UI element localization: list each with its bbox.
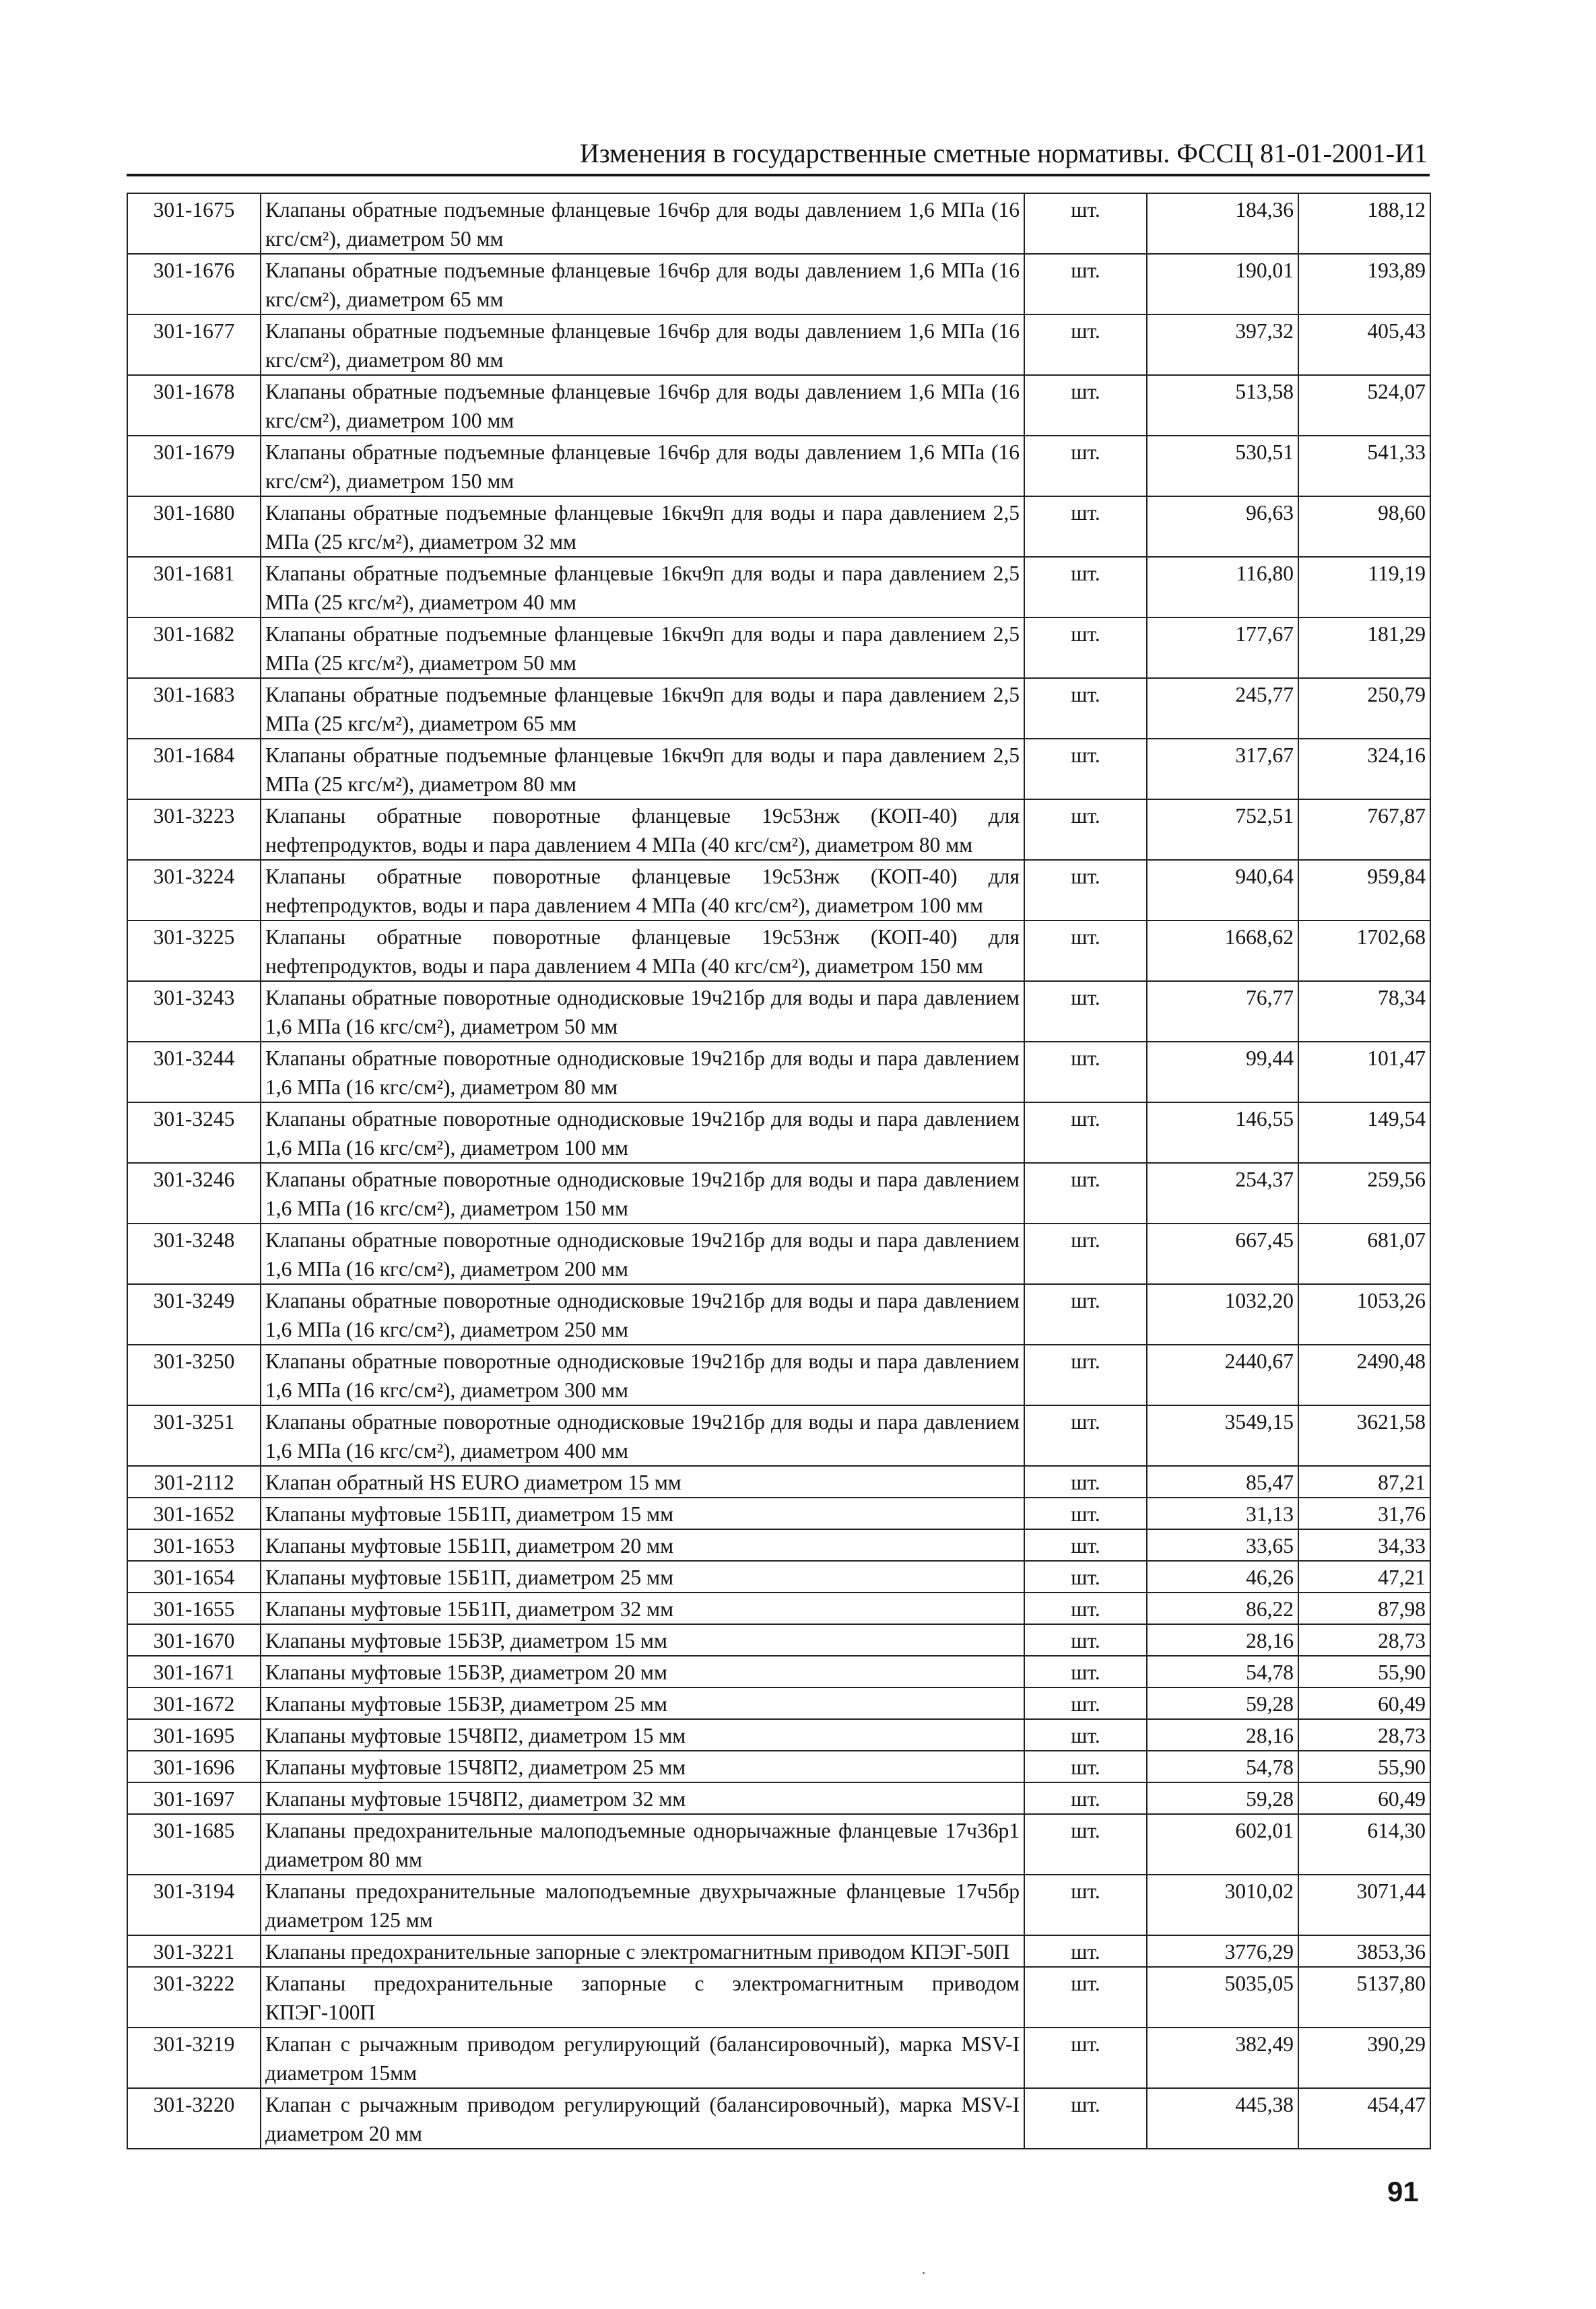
table-row bbox=[127, 799, 1430, 860]
header-rule bbox=[127, 174, 1430, 176]
cell-price-2: 181,29 bbox=[1298, 617, 1430, 678]
cell-description: Клапаны обратные подъемные фланцевые 16ч6р для воды давлением 1,6 МПа (16 кгс/см²), диаметром 65 мм bbox=[261, 254, 1024, 314]
table-row bbox=[127, 193, 1430, 254]
cell-description: Клапаны муфтовые 15Ч8П2, диаметром 32 мм bbox=[261, 1782, 1024, 1814]
cell-code: 301-3251 bbox=[127, 1405, 261, 1466]
cell-unit: шт. bbox=[1024, 1782, 1147, 1814]
cell-price-2: 47,21 bbox=[1298, 1561, 1430, 1593]
cell-description: Клапаны муфтовые 15Б1П, диаметром 32 мм bbox=[261, 1593, 1024, 1624]
cell-price-1: 116,80 bbox=[1147, 557, 1298, 617]
cell-code: 301-1655 bbox=[127, 1593, 261, 1624]
cell-price-2: 60,49 bbox=[1298, 1782, 1430, 1814]
cell-price-1: 86,22 bbox=[1147, 1593, 1298, 1624]
cell-price-1: 85,47 bbox=[1147, 1466, 1298, 1498]
cell-code: 301-3245 bbox=[127, 1102, 261, 1163]
cell-code: 301-1696 bbox=[127, 1751, 261, 1782]
table-row bbox=[127, 1561, 1430, 1593]
cell-unit: шт. bbox=[1024, 1405, 1147, 1466]
cell-unit: шт. bbox=[1024, 496, 1147, 557]
cell-unit: шт. bbox=[1024, 1163, 1147, 1224]
cell-price-1: 31,13 bbox=[1147, 1498, 1298, 1529]
cell-price-2: 3621,58 bbox=[1298, 1405, 1430, 1466]
page-header-title: Изменения в государственные сметные нормативы. ФССЦ 81-01-2001-И1 bbox=[580, 138, 1428, 168]
cell-code: 301-1685 bbox=[127, 1814, 261, 1875]
cell-description: Клапаны обратные поворотные однодисковые 19ч21бр для воды и пара давлением 1,6 МПа (16 кгс/см²), диаметром 200 мм bbox=[261, 1224, 1024, 1284]
cell-price-1: 46,26 bbox=[1147, 1561, 1298, 1593]
table-row bbox=[127, 1782, 1430, 1814]
cell-unit: шт. bbox=[1024, 1814, 1147, 1875]
cell-price-2: 2490,48 bbox=[1298, 1345, 1430, 1405]
cell-code: 301-1678 bbox=[127, 375, 261, 436]
cell-description: Клапаны предохранительные запорные с электромагнитным приводом КПЭГ-100П bbox=[261, 1967, 1024, 2028]
table-row bbox=[127, 1814, 1430, 1875]
cell-description: Клапаны обратные подъемные фланцевые 16ч6р для воды давлением 1,6 МПа (16 кгс/см²), диаметром 150 мм bbox=[261, 436, 1024, 496]
cell-unit: шт. bbox=[1024, 1224, 1147, 1284]
cell-description: Клапаны муфтовые 15Б3Р, диаметром 25 мм bbox=[261, 1687, 1024, 1719]
cell-unit: шт. bbox=[1024, 678, 1147, 739]
cell-code: 301-3221 bbox=[127, 1935, 261, 1967]
table-row bbox=[127, 1593, 1430, 1624]
cell-price-2: 119,19 bbox=[1298, 557, 1430, 617]
price-table bbox=[127, 193, 1431, 2149]
cell-code: 301-1695 bbox=[127, 1719, 261, 1751]
table-row bbox=[127, 1042, 1430, 1102]
cell-description: Клапаны предохранительные малоподъемные двухрычажные фланцевые 17ч5бр диаметром 125 мм bbox=[261, 1875, 1024, 1935]
cell-unit: шт. bbox=[1024, 739, 1147, 799]
cell-description: Клапаны обратные поворотные однодисковые 19ч21бр для воды и пара давлением 1,6 МПа (16 кгс/см²), диаметром 150 мм bbox=[261, 1163, 1024, 1224]
cell-code: 301-1679 bbox=[127, 436, 261, 496]
cell-unit: шт. bbox=[1024, 314, 1147, 375]
cell-code: 301-1671 bbox=[127, 1656, 261, 1687]
cell-price-2: 193,89 bbox=[1298, 254, 1430, 314]
cell-description: Клапаны муфтовые 15Б1П, диаметром 20 мм bbox=[261, 1529, 1024, 1561]
cell-code: 301-3249 bbox=[127, 1284, 261, 1345]
cell-unit: шт. bbox=[1024, 799, 1147, 860]
cell-price-1: 3549,15 bbox=[1147, 1405, 1298, 1466]
cell-code: 301-3250 bbox=[127, 1345, 261, 1405]
table-row bbox=[127, 254, 1430, 314]
page-number: 91 bbox=[1387, 2176, 1419, 2207]
cell-price-2: 87,98 bbox=[1298, 1593, 1430, 1624]
cell-price-1: 28,16 bbox=[1147, 1624, 1298, 1656]
cell-code: 301-1697 bbox=[127, 1782, 261, 1814]
cell-unit: шт. bbox=[1024, 2028, 1147, 2088]
cell-code: 301-3224 bbox=[127, 860, 261, 921]
table-row bbox=[127, 921, 1430, 981]
cell-price-2: 55,90 bbox=[1298, 1656, 1430, 1687]
cell-unit: шт. bbox=[1024, 1529, 1147, 1561]
cell-price-1: 146,55 bbox=[1147, 1102, 1298, 1163]
cell-price-2: 28,73 bbox=[1298, 1624, 1430, 1656]
cell-code: 301-3246 bbox=[127, 1163, 261, 1224]
cell-price-2: 149,54 bbox=[1298, 1102, 1430, 1163]
cell-price-2: 259,56 bbox=[1298, 1163, 1430, 1224]
cell-code: 301-2112 bbox=[127, 1466, 261, 1498]
table-row bbox=[127, 1687, 1430, 1719]
cell-price-2: 614,30 bbox=[1298, 1814, 1430, 1875]
cell-price-1: 33,65 bbox=[1147, 1529, 1298, 1561]
cell-unit: шт. bbox=[1024, 557, 1147, 617]
cell-description: Клапаны обратные подъемные фланцевые 16ч6р для воды давлением 1,6 МПа (16 кгс/см²), диаметром 100 мм bbox=[261, 375, 1024, 436]
cell-description: Клапан с рычажным приводом регулирующий (балансировочный), марка MSV-I диаметром 20 мм bbox=[261, 2088, 1024, 2149]
cell-price-2: 681,07 bbox=[1298, 1224, 1430, 1284]
cell-unit: шт. bbox=[1024, 2088, 1147, 2149]
cell-description: Клапаны обратные поворотные фланцевые 19с53нж (КОП-40) для нефтепродуктов, воды и пара давлением 4 МПа (40 кгс/см²), диаметром 150 мм bbox=[261, 921, 1024, 981]
cell-price-2: 405,43 bbox=[1298, 314, 1430, 375]
cell-code: 301-1653 bbox=[127, 1529, 261, 1561]
cell-description: Клапаны обратные подъемные фланцевые 16кч9п для воды и пара давлением 2,5 МПа (25 кгс/м²), диаметром 32 мм bbox=[261, 496, 1024, 557]
cell-unit: шт. bbox=[1024, 1593, 1147, 1624]
cell-description: Клапаны муфтовые 15Б3Р, диаметром 15 мм bbox=[261, 1624, 1024, 1656]
cell-description: Клапаны муфтовые 15Ч8П2, диаметром 15 мм bbox=[261, 1719, 1024, 1751]
cell-price-1: 245,77 bbox=[1147, 678, 1298, 739]
cell-code: 301-1672 bbox=[127, 1687, 261, 1719]
cell-unit: шт. bbox=[1024, 860, 1147, 921]
table-row bbox=[127, 1284, 1430, 1345]
cell-description: Клапаны обратные поворотные однодисковые 19ч21бр для воды и пара давлением 1,6 МПа (16 кгс/см²), диаметром 80 мм bbox=[261, 1042, 1024, 1102]
cell-price-1: 2440,67 bbox=[1147, 1345, 1298, 1405]
cell-description: Клапаны предохранительные малоподъемные однорычажные фланцевые 17ч36р1 диаметром 80 мм bbox=[261, 1814, 1024, 1875]
cell-price-2: 78,34 bbox=[1298, 981, 1430, 1042]
cell-unit: шт. bbox=[1024, 1284, 1147, 1345]
table-row bbox=[127, 1875, 1430, 1935]
cell-description: Клапаны муфтовые 15Б3Р, диаметром 20 мм bbox=[261, 1656, 1024, 1687]
cell-description: Клапаны обратные подъемные фланцевые 16ч6р для воды давлением 1,6 МПа (16 кгс/см²), диаметром 50 мм bbox=[261, 193, 1024, 254]
cell-unit: шт. bbox=[1024, 921, 1147, 981]
cell-code: 301-3223 bbox=[127, 799, 261, 860]
cell-unit: шт. bbox=[1024, 193, 1147, 254]
cell-code: 301-3219 bbox=[127, 2028, 261, 2088]
table-row bbox=[127, 678, 1430, 739]
table-row bbox=[127, 860, 1430, 921]
cell-price-1: 177,67 bbox=[1147, 617, 1298, 678]
cell-code: 301-3220 bbox=[127, 2088, 261, 2149]
cell-unit: шт. bbox=[1024, 254, 1147, 314]
cell-price-2: 390,29 bbox=[1298, 2028, 1430, 2088]
cell-code: 301-1675 bbox=[127, 193, 261, 254]
cell-code: 301-1652 bbox=[127, 1498, 261, 1529]
cell-price-2: 87,21 bbox=[1298, 1466, 1430, 1498]
cell-price-1: 54,78 bbox=[1147, 1751, 1298, 1782]
table-row bbox=[127, 1466, 1430, 1498]
table-row bbox=[127, 1102, 1430, 1163]
cell-price-1: 940,64 bbox=[1147, 860, 1298, 921]
cell-price-1: 317,67 bbox=[1147, 739, 1298, 799]
table-row bbox=[127, 1163, 1430, 1224]
cell-code: 301-3194 bbox=[127, 1875, 261, 1935]
cell-price-2: 3071,44 bbox=[1298, 1875, 1430, 1935]
cell-unit: шт. bbox=[1024, 375, 1147, 436]
cell-price-1: 602,01 bbox=[1147, 1814, 1298, 1875]
cell-price-2: 60,49 bbox=[1298, 1687, 1430, 1719]
cell-price-1: 3010,02 bbox=[1147, 1875, 1298, 1935]
cell-price-2: 31,76 bbox=[1298, 1498, 1430, 1529]
cell-unit: шт. bbox=[1024, 1561, 1147, 1593]
cell-code: 301-1682 bbox=[127, 617, 261, 678]
cell-description: Клапаны обратные поворотные фланцевые 19с53нж (КОП-40) для нефтепродуктов, воды и пара давлением 4 МПа (40 кгс/см²), диаметром 80 мм bbox=[261, 799, 1024, 860]
cell-price-1: 513,58 bbox=[1147, 375, 1298, 436]
table-row bbox=[127, 1751, 1430, 1782]
cell-price-1: 59,28 bbox=[1147, 1782, 1298, 1814]
table-row bbox=[127, 617, 1430, 678]
cell-price-2: 959,84 bbox=[1298, 860, 1430, 921]
cell-code: 301-1681 bbox=[127, 557, 261, 617]
table-row bbox=[127, 436, 1430, 496]
cell-unit: шт. bbox=[1024, 1935, 1147, 1967]
cell-description: Клапан обратный HS EURO диаметром 15 мм bbox=[261, 1466, 1024, 1498]
table-row bbox=[127, 1967, 1430, 2028]
cell-price-1: 667,45 bbox=[1147, 1224, 1298, 1284]
cell-description: Клапан с рычажным приводом регулирующий (балансировочный), марка MSV-I диаметром 15мм bbox=[261, 2028, 1024, 2088]
cell-unit: шт. bbox=[1024, 436, 1147, 496]
cell-unit: шт. bbox=[1024, 1719, 1147, 1751]
cell-price-2: 1053,26 bbox=[1298, 1284, 1430, 1345]
cell-price-2: 34,33 bbox=[1298, 1529, 1430, 1561]
cell-code: 301-1677 bbox=[127, 314, 261, 375]
cell-price-1: 254,37 bbox=[1147, 1163, 1298, 1224]
table-row bbox=[127, 496, 1430, 557]
table-row bbox=[127, 1224, 1430, 1284]
cell-description: Клапаны муфтовые 15Б1П, диаметром 15 мм bbox=[261, 1498, 1024, 1529]
cell-price-2: 767,87 bbox=[1298, 799, 1430, 860]
cell-unit: шт. bbox=[1024, 1967, 1147, 2028]
cell-price-2: 3853,36 bbox=[1298, 1935, 1430, 1967]
cell-price-1: 184,36 bbox=[1147, 193, 1298, 254]
cell-unit: шт. bbox=[1024, 981, 1147, 1042]
table-row bbox=[127, 2088, 1430, 2149]
cell-description: Клапаны обратные поворотные однодисковые 19ч21бр для воды и пара давлением 1,6 МПа (16 кгс/см²), диаметром 300 мм bbox=[261, 1345, 1024, 1405]
cell-unit: шт. bbox=[1024, 1624, 1147, 1656]
cell-price-2: 524,07 bbox=[1298, 375, 1430, 436]
cell-code: 301-1683 bbox=[127, 678, 261, 739]
cell-code: 301-3225 bbox=[127, 921, 261, 981]
table-row bbox=[127, 1624, 1430, 1656]
cell-description: Клапаны обратные подъемные фланцевые 16ч6р для воды давлением 1,6 МПа (16 кгс/см²), диаметром 80 мм bbox=[261, 314, 1024, 375]
cell-description: Клапаны муфтовые 15Б1П, диаметром 25 мм bbox=[261, 1561, 1024, 1593]
cell-price-2: 5137,80 bbox=[1298, 1967, 1430, 2028]
table-row bbox=[127, 981, 1430, 1042]
cell-price-1: 382,49 bbox=[1147, 2028, 1298, 2088]
cell-description: Клапаны обратные подъемные фланцевые 16кч9п для воды и пара давлением 2,5 МПа (25 кгс/м²), диаметром 50 мм bbox=[261, 617, 1024, 678]
cell-code: 301-3244 bbox=[127, 1042, 261, 1102]
cell-description: Клапаны муфтовые 15Ч8П2, диаметром 25 мм bbox=[261, 1751, 1024, 1782]
table-row bbox=[127, 375, 1430, 436]
table-row bbox=[127, 2028, 1430, 2088]
cell-price-1: 54,78 bbox=[1147, 1656, 1298, 1687]
cell-price-2: 541,33 bbox=[1298, 436, 1430, 496]
cell-description: Клапаны обратные поворотные однодисковые 19ч21бр для воды и пара давлением 1,6 МПа (16 кгс/см²), диаметром 250 мм bbox=[261, 1284, 1024, 1345]
table-row bbox=[127, 314, 1430, 375]
cell-price-2: 28,73 bbox=[1298, 1719, 1430, 1751]
cell-unit: шт. bbox=[1024, 1466, 1147, 1498]
cell-price-2: 454,47 bbox=[1298, 2088, 1430, 2149]
cell-unit: шт. bbox=[1024, 1656, 1147, 1687]
cell-price-2: 101,47 bbox=[1298, 1042, 1430, 1102]
table-row bbox=[127, 1719, 1430, 1751]
table-row bbox=[127, 557, 1430, 617]
table-row bbox=[127, 1405, 1430, 1466]
table-row bbox=[127, 1529, 1430, 1561]
cell-code: 301-1676 bbox=[127, 254, 261, 314]
cell-description: Клапаны обратные подъемные фланцевые 16кч9п для воды и пара давлением 2,5 МПа (25 кгс/м²), диаметром 40 мм bbox=[261, 557, 1024, 617]
cell-code: 301-1654 bbox=[127, 1561, 261, 1593]
table-row bbox=[127, 1498, 1430, 1529]
cell-description: Клапаны обратные поворотные фланцевые 19с53нж (КОП-40) для нефтепродуктов, воды и пара давлением 4 МПа (40 кгс/см²), диаметром 100 мм bbox=[261, 860, 1024, 921]
cell-price-1: 445,38 bbox=[1147, 2088, 1298, 2149]
cell-price-2: 1702,68 bbox=[1298, 921, 1430, 981]
cell-unit: шт. bbox=[1024, 1345, 1147, 1405]
cell-code: 301-1684 bbox=[127, 739, 261, 799]
cell-price-2: 250,79 bbox=[1298, 678, 1430, 739]
cell-price-1: 99,44 bbox=[1147, 1042, 1298, 1102]
cell-price-1: 28,16 bbox=[1147, 1719, 1298, 1751]
cell-price-1: 3776,29 bbox=[1147, 1935, 1298, 1967]
table-row bbox=[127, 739, 1430, 799]
cell-code: 301-3248 bbox=[127, 1224, 261, 1284]
cell-code: 301-3222 bbox=[127, 1967, 261, 2028]
table-row bbox=[127, 1935, 1430, 1967]
table-row bbox=[127, 1345, 1430, 1405]
cell-description: Клапаны предохранительные запорные с электромагнитным приводом КПЭГ-50П bbox=[261, 1935, 1024, 1967]
cell-price-1: 530,51 bbox=[1147, 436, 1298, 496]
cell-price-1: 1668,62 bbox=[1147, 921, 1298, 981]
price-table-body bbox=[127, 193, 1430, 2149]
cell-price-1: 397,32 bbox=[1147, 314, 1298, 375]
cell-unit: шт. bbox=[1024, 1687, 1147, 1719]
cell-description: Клапаны обратные подъемные фланцевые 16кч9п для воды и пара давлением 2,5 МПа (25 кгс/м²), диаметром 80 мм bbox=[261, 739, 1024, 799]
cell-code: 301-3243 bbox=[127, 981, 261, 1042]
cell-code: 301-1670 bbox=[127, 1624, 261, 1656]
cell-description: Клапаны обратные поворотные однодисковые 19ч21бр для воды и пара давлением 1,6 МПа (16 кгс/см²), диаметром 400 мм bbox=[261, 1405, 1024, 1466]
cell-price-1: 752,51 bbox=[1147, 799, 1298, 860]
cell-price-1: 59,28 bbox=[1147, 1687, 1298, 1719]
cell-unit: шт. bbox=[1024, 1875, 1147, 1935]
cell-unit: шт. bbox=[1024, 1102, 1147, 1163]
cell-price-1: 76,77 bbox=[1147, 981, 1298, 1042]
cell-price-1: 96,63 bbox=[1147, 496, 1298, 557]
cell-price-1: 1032,20 bbox=[1147, 1284, 1298, 1345]
cell-price-1: 190,01 bbox=[1147, 254, 1298, 314]
cell-unit: шт. bbox=[1024, 1042, 1147, 1102]
cell-code: 301-1680 bbox=[127, 496, 261, 557]
cell-price-2: 98,60 bbox=[1298, 496, 1430, 557]
cell-unit: шт. bbox=[1024, 1751, 1147, 1782]
cell-description: Клапаны обратные подъемные фланцевые 16кч9п для воды и пара давлением 2,5 МПа (25 кгс/м²), диаметром 65 мм bbox=[261, 678, 1024, 739]
cell-description: Клапаны обратные поворотные однодисковые 19ч21бр для воды и пара давлением 1,6 МПа (16 кгс/см²), диаметром 100 мм bbox=[261, 1102, 1024, 1163]
cell-unit: шт. bbox=[1024, 1498, 1147, 1529]
cell-price-2: 188,12 bbox=[1298, 193, 1430, 254]
cell-price-1: 5035,05 bbox=[1147, 1967, 1298, 2028]
cell-description: Клапаны обратные поворотные однодисковые 19ч21бр для воды и пара давлением 1,6 МПа (16 кгс/см²), диаметром 50 мм bbox=[261, 981, 1024, 1042]
cell-price-2: 55,90 bbox=[1298, 1751, 1430, 1782]
cell-unit: шт. bbox=[1024, 617, 1147, 678]
cell-price-2: 324,16 bbox=[1298, 739, 1430, 799]
table-row bbox=[127, 1656, 1430, 1687]
scan-speck bbox=[923, 2272, 925, 2274]
